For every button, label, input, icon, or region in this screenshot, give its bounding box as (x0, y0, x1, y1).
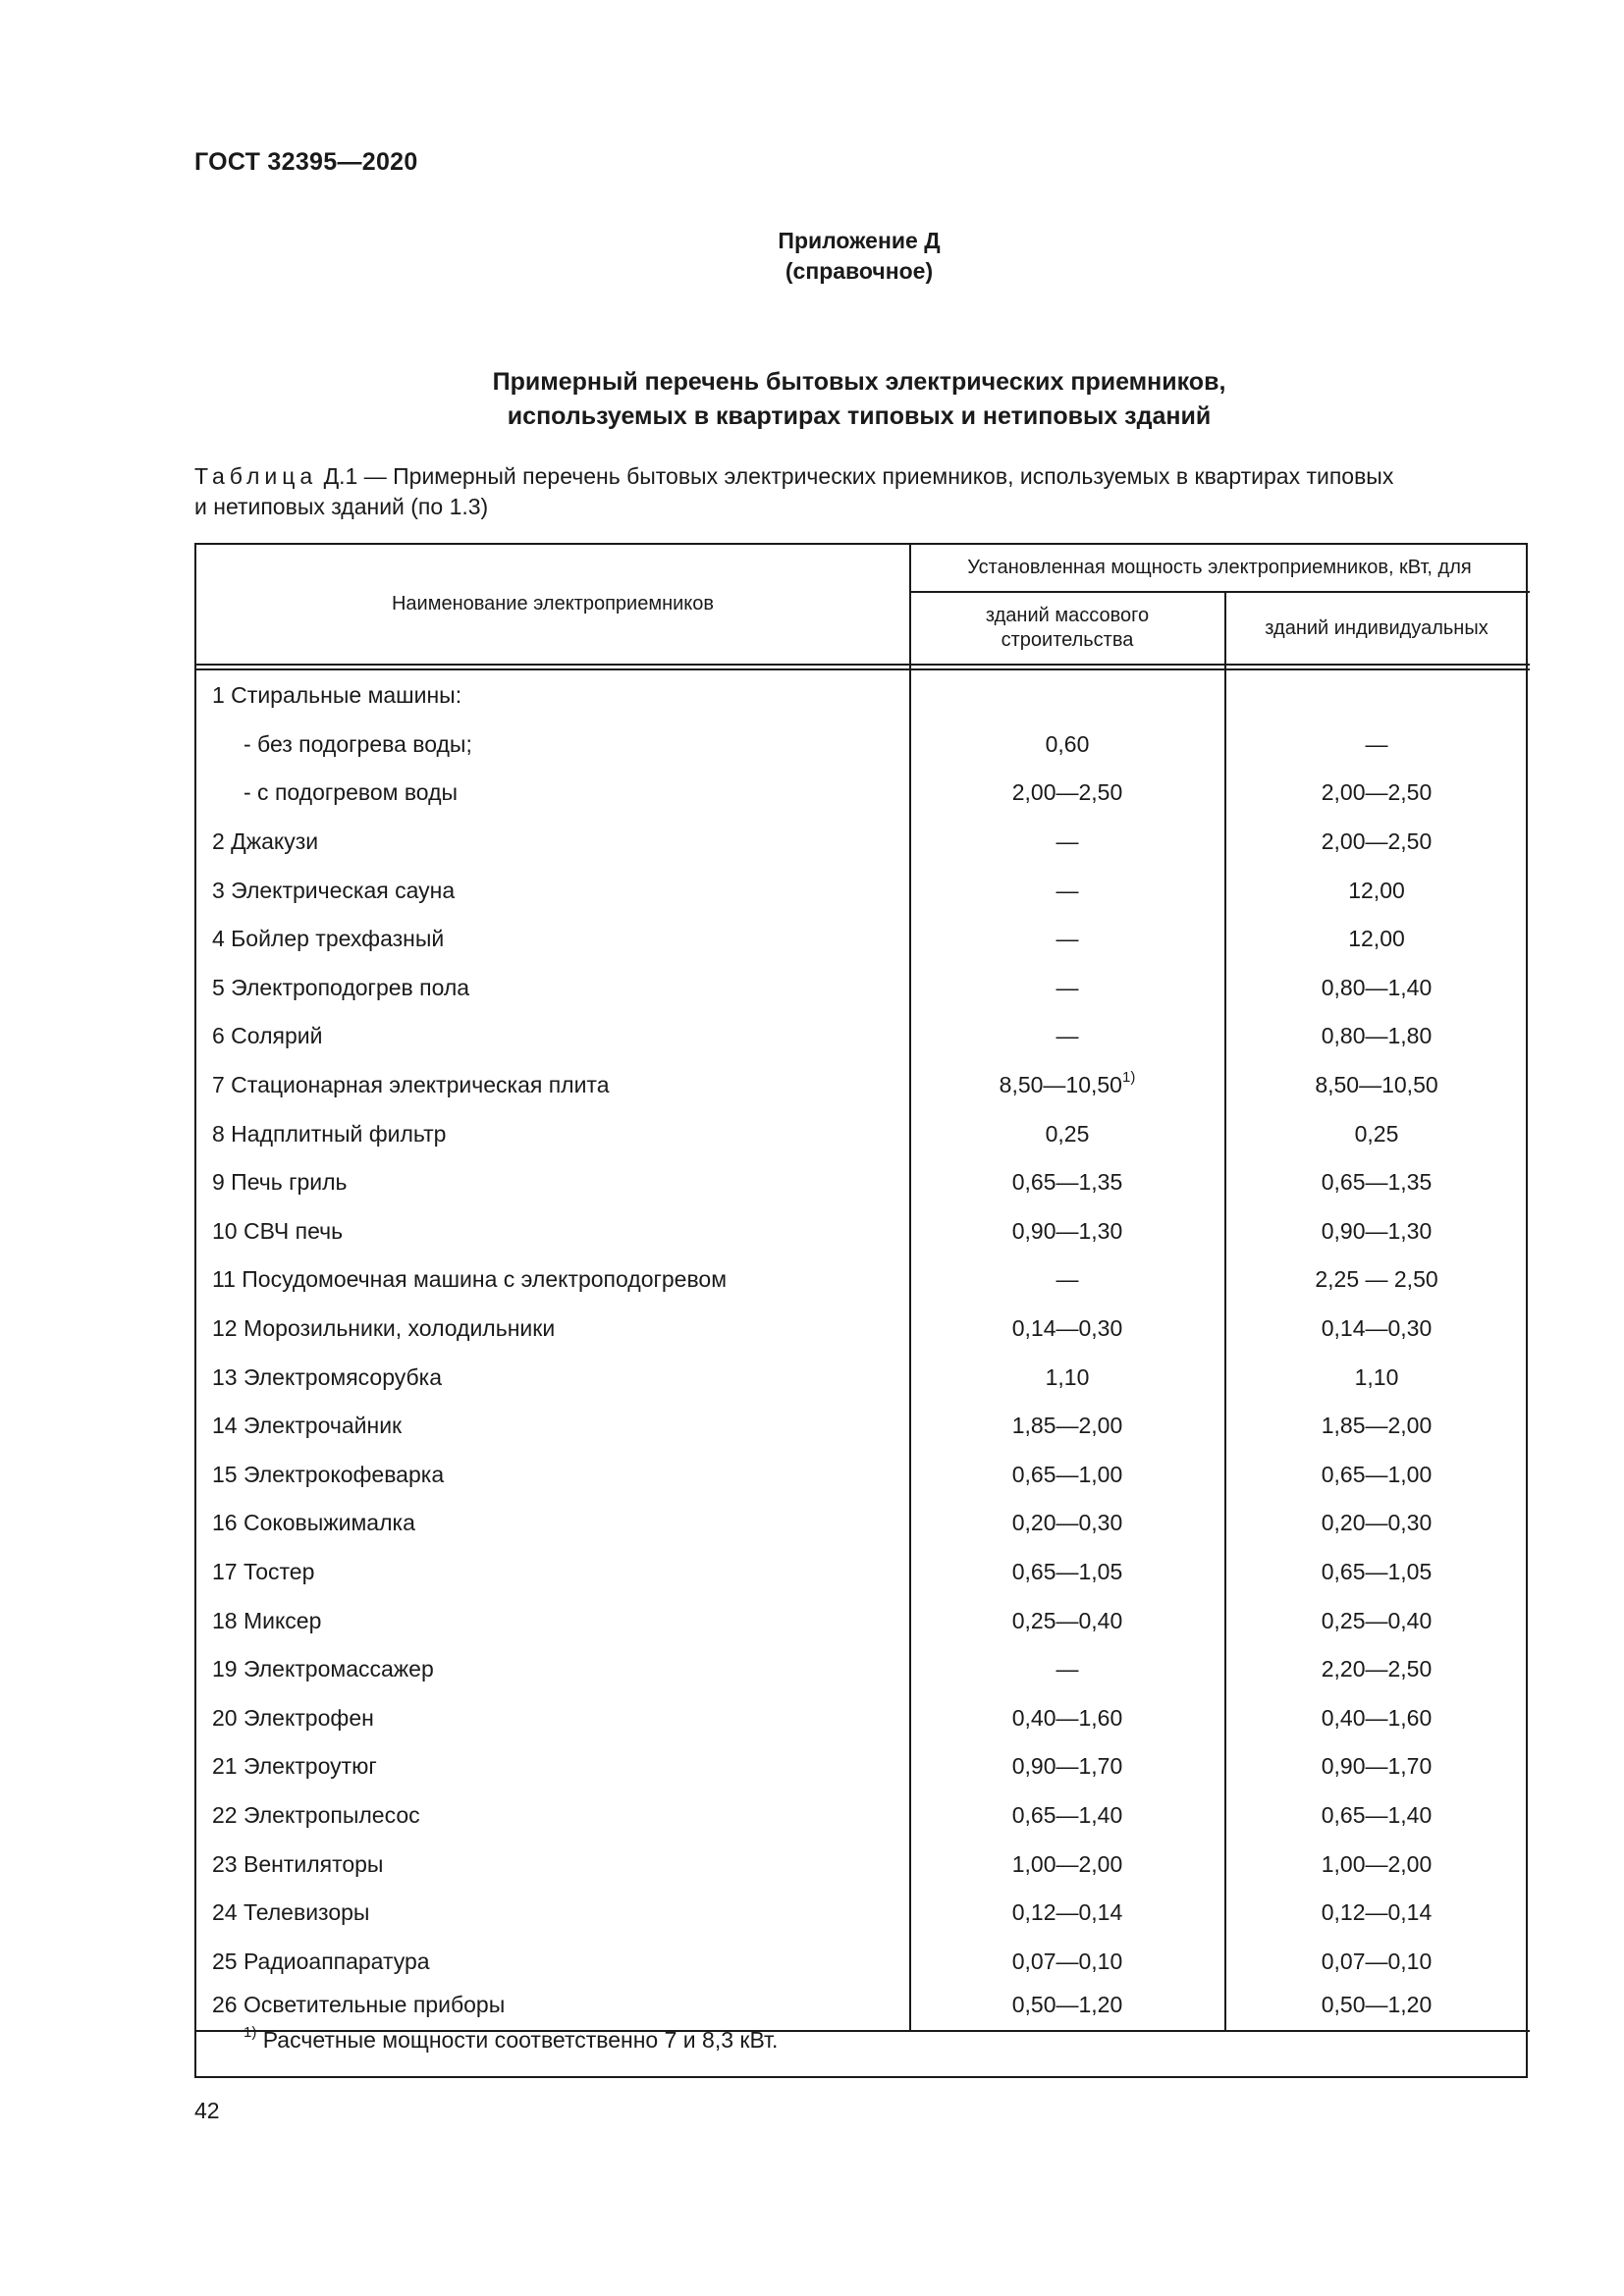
caption-label: Таблица (194, 463, 318, 489)
caption-text: Д.1 — Примерный перечень бытовых электрических приемников, используемых в квартирах типовых (317, 463, 1394, 489)
standard-id: ГОСТ 32395—2020 (194, 148, 418, 176)
table-caption-line-1 (194, 461, 1530, 492)
footnote-mark: 1) (244, 2024, 257, 2042)
header-bottom-line-double (196, 668, 1530, 670)
header-mass-cell (911, 593, 1223, 664)
header-power-group-cell (911, 545, 1528, 591)
header-mass-line-2: строительства (1001, 629, 1134, 651)
table-caption-line-2: и нетиповых зданий (по 1.3) (194, 494, 489, 519)
header-bottom-line (196, 664, 1530, 666)
footnote-ref: 1) (1121, 1069, 1136, 1087)
footnote-text: Расчетные мощности соответственно 7 и 8,3 кВт. (256, 2027, 779, 2053)
table-footnote (244, 2024, 779, 2054)
header-name-cell (196, 545, 909, 664)
header-individual: зданий индивидуальных (1265, 616, 1489, 639)
page-number: 42 (194, 2098, 220, 2123)
heading-line-2: используемых в квартирах типовых и нетиповых зданий (507, 402, 1212, 430)
heading-line-1: Примерный перечень бытовых электрических приемников, (492, 368, 1226, 396)
header-name: Наименование электроприемников (391, 593, 715, 614)
appendix-title: Приложение Д (778, 228, 941, 253)
header-power-group: Установленная мощность электроприемников, кВт, для (967, 557, 1472, 578)
power-table: Наименование электроприемников Установленная мощность электроприемников, кВт, для зданий массового строительства зданий индивидуальных 1 Стиральные машины: - без подогрева воды; 0,60 — - с подогревом воды 2,00—2,50 2,00—2,50 2 Джакузи — 2,00—2,50 3 Электрическая сауна — 12,00 4 Бойлер трехфазный — 12,00 5 Электроподогрев пола — 0,80—1,40 6 Солярий — 0,80—1,80 7 Стационарная электрическая плита 8,50—10,50$^{1)}$ 8,50—10,50 8 Надплитный фильтр 0,25 0,25 9 Печь гриль 0,65—1,35 0,65—1,35 10 СВЧ печь 0,90—1,30 0,90—1,30 11 Посудомоечная машина с электроподогревом — 2,25 — 2,50 12 Морозильники, холодильники 0,14—0,30 0,14—0,30 13 Электромясорубка 1,10 1,10 14 Электрочайник 1,85—2,00 1,85—2,00 15 Электрокофеварка 0,65—1,00 0,65—1,00 16 Соковыжималка 0,20—0,30 0,20—0,30 17 Тостер 0,65—1,05 0,65—1,05 18 Миксер 0,25—0,40 0,25—0,40 19 Электромассажер — 2,20—2,50 20 Электрофен 0,40—1,60 0,40—1,60 21 Электроутюг 0,90—1,70 0,90—1,70 22 Электропылесос 0,65—1,40 0,65—1,40 23 Вентиляторы 1,00—2,00 1,00—2,00 24 Телевизоры 0,12—0,14 0,12—0,14 25 Радиоаппаратура 0,07—0,10 0,07—0,10 26 Осветительные приборы 0,50—1,20 0,50—1,20 $^{1)}$ Расчетные мощности соответственно 7 и 8,3 кВт. (194, 543, 1528, 2078)
header-individual-cell (1226, 593, 1527, 664)
header-mass-line-1: зданий массового (985, 605, 1150, 626)
appendix-type: (справочное) (785, 258, 934, 284)
